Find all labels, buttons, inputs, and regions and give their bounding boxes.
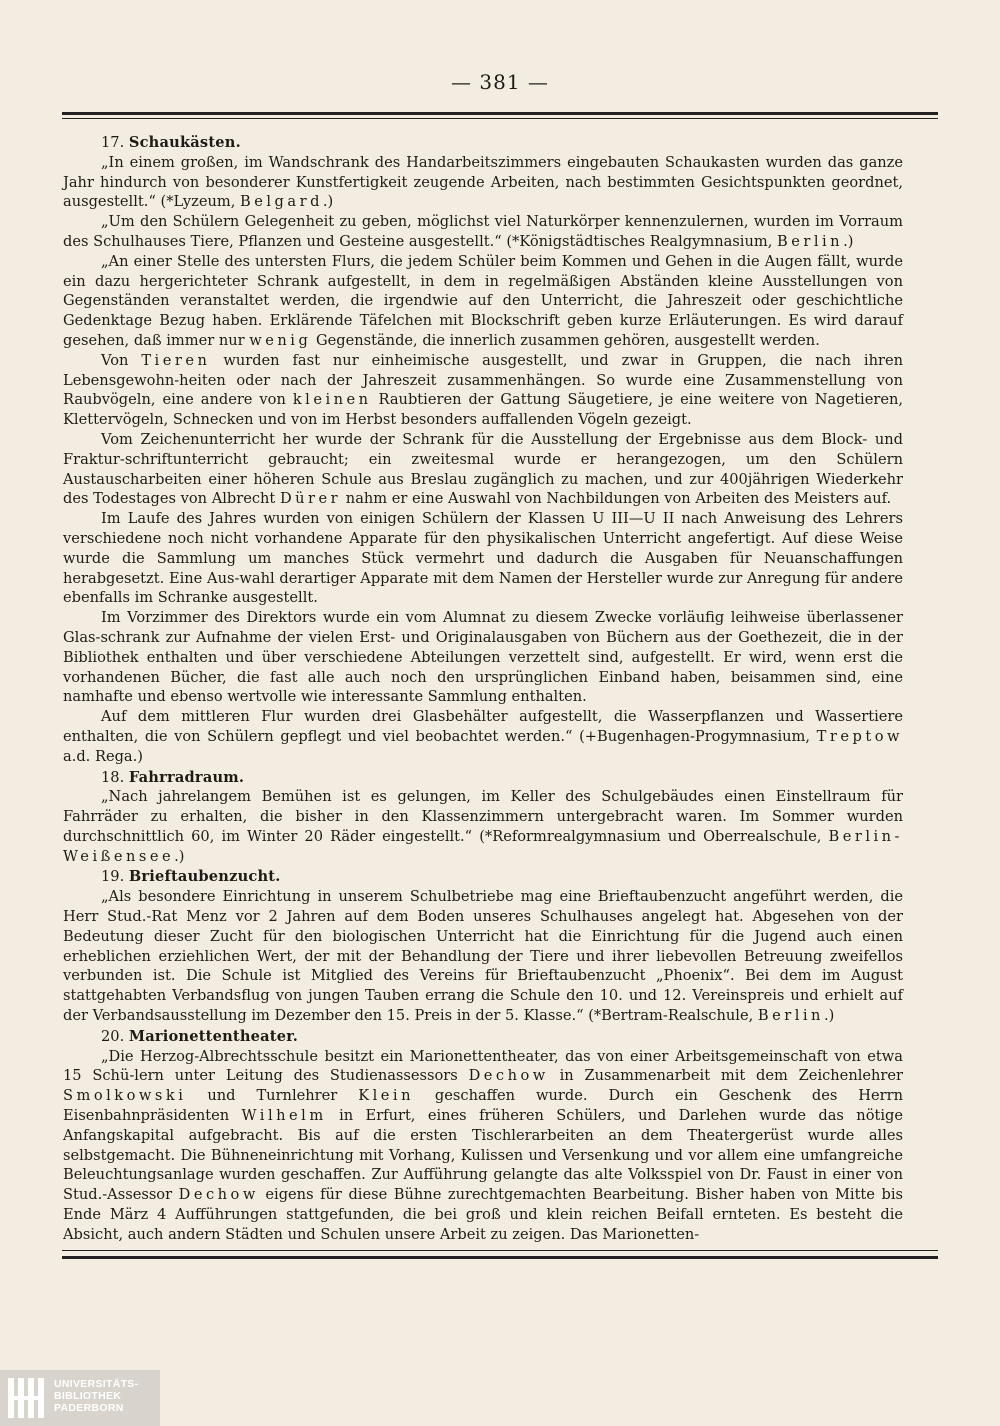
library-emblem-icon: [6, 1376, 46, 1420]
text-run: Im Laufe des Jahres wurden von einigen Schülern der Klassen U III—U II nach Anweisung des Lehrers verschiedene noch nicht vorhandene Apparate für den physikalischen Unterricht angefertigt. Auf diese Weise wurde die Sammlung um manches Stück vermehrt und dadurch die Ausgaben für Neuanschaffungen herabgesetzt. Eine Aus-wahl derartiger Apparate mit dem Namen der Hersteller wurde zur Anregung für andere ebenfalls im Schranke ausgestellt.: [63, 510, 903, 607]
page-body: [63, 132, 903, 1245]
text-run: „Als besondere Einrichtung in unserem Schulbetriebe mag eine Brieftaubenzucht angeführt werden, die Herr Stud.-Rat Menz vor 2 Jahren auf dem Boden unseres Schulhauses angelegt hat. Abgesehen von der Bedeutung dieser Zucht für den biologischen Unterricht hat die Einrichtung für die Jugend auch einen erheblichen erziehlichen Wert, der mit der Behandlung der Tiere und ihrer liebevollen Betreuung zweifellos verbunden ist. Die Schule ist Mitglied des Vereins für Brieftaubenzucht „Phoenix“. Bei dem im August stattgehabten Verbandsflug von jungen Tauben errang die Schule den 10. und 12. Vereinspreis und erhielt auf der Verbandsausstellung im Dezember den 15. Preis in der 5. Klasse.“ (*Bertram-Realschule,: [63, 888, 903, 1025]
page-number: — 381 —: [451, 70, 549, 94]
section-heading: [63, 867, 903, 887]
section-title: Marionettentheater.: [128, 1027, 299, 1045]
library-name-line-2: BIBLIOTHEK: [54, 1390, 122, 1402]
section-number: 19.: [101, 868, 125, 886]
spaced-name: kleinen: [292, 391, 372, 409]
library-logo: [0, 1370, 160, 1426]
text-run: „In einem großen, im Wandschrank des Handarbeitszimmers eingebauten Schaukasten wurden das ganze Jahr hindurch von besonderer Kunstfertigkeit zeugende Arbeiten, nach bestimmten Gesichtspunkten geordnet, ausgestellt.“ (*Lyzeum,: [63, 153, 903, 211]
bottom-rule-thick: [62, 1256, 938, 1259]
text-run: Auf dem mittleren Flur wurden drei Glasbehälter aufgestellt, die Wasserpflanzen und Wassertiere enthalten, die von Schülern gepflegt und viel beobachtet werden.“ (+Bugenhagen-Progymnasium,: [63, 708, 903, 745]
paragraph: [63, 430, 903, 509]
paragraph: [63, 351, 903, 430]
library-name: [54, 1378, 138, 1414]
text-run: nahm er eine Auswahl von Nachbildungen von Arbeiten des Meisters auf.: [341, 490, 892, 508]
spaced-name: Belgard: [240, 193, 323, 211]
spaced-name: Klein: [358, 1087, 414, 1105]
text-run: in Erfurt, eines früheren Schülers, und Darlehen wurde das nötige Anfangskapital aufgebracht. Bis auf die ersten Tischlerarbeiten an dem Theatergerüst wurde alles selbstgemacht. Die Bühneneinrichtung mit Vorhang, Kulissen und Versenkung und vor allem eine umfangreiche Beleuchtungsanlage wurden geschaffen. Zur Aufführung gelangte das alte Volksspiel von Dr. Faust in einer von Stud.-Assessor: [63, 1107, 903, 1204]
bottom-rule-thin: [62, 1250, 938, 1251]
text-run: in Zusammenarbeit mit dem Zeichenlehrer: [548, 1067, 904, 1085]
text-run: .): [843, 232, 854, 250]
text-run: Raubtieren der Gattung Säugetiere, je eine weitere von Nagetieren, Klettervögeln, Schnecken und von im Herbst besonders auffallenden Vögeln gezeigt.: [63, 391, 903, 429]
paragraph: [63, 707, 903, 766]
text-run: „Nach jahrelangem Bemühen ist es gelungen, im Keller des Schulgebäudes einen Einstellraum für Fahrräder zu erhalten, die bisher in den Klassenzimmern untergebracht waren. Im Sommer wurden durchschnittlich 60, im Winter 20 Räder eingestellt.“ (*Reformrealgymnasium und Oberrealschule,: [63, 788, 903, 845]
section-heading: [63, 1027, 903, 1047]
paragraph: [63, 787, 903, 866]
spaced-name: Tieren: [141, 351, 211, 369]
spaced-name: Smolkowski: [63, 1087, 187, 1105]
spaced-name: Treptow: [816, 727, 903, 745]
section-title: Fahrradraum.: [128, 768, 245, 786]
text-run: Im Vorzimmer des Direktors wurde ein vom Alumnat zu diesem Zwecke vorläufig leihweise überlassener Glas-schrank zur Aufnahme der vielen Erst- und Originalausgaben von Büchern aus der Goethezeit, die in der Bibliothek enthalten und über verschiedene Abteilungen verzettelt sind, aufgestellt. Er wird, wenn erst die vorhandenen Bücher, die fast alle auch noch den ursprünglichen Einband haben, beisammen sind, eine namhafte und ebenso wertvolle wie interessante Sammlung enthalten.: [63, 609, 903, 706]
section-title: Schaukästen.: [128, 134, 241, 151]
text-run: geschaffen wurde. Durch ein Geschenk des Herrn Eisenbahnpräsidenten: [63, 1087, 903, 1125]
paragraph: [63, 887, 903, 1026]
section-number: 18.: [101, 768, 125, 786]
spaced-name: Berlin: [757, 1007, 824, 1025]
paragraph: [63, 212, 903, 252]
paragraph: [63, 509, 903, 608]
text-run: „An einer Stelle des untersten Flurs, die jedem Schüler beim Kommen und Gehen in die Augen fällt, wurde ein dazu hergerichteter Schrank aufgestellt, in dem in regelmäßigen Abständen kleine Ausstellungen von Gegenständen veranstaltet werden, die irgendwie auf den Unterricht, die Jahreszeit oder geschichtliche Gedenktage Bezug haben. Erklärende Täfelchen mit Blockschrift geben kurze Erläuterungen. Es wird darauf gesehen, daß immer nur: [63, 252, 903, 349]
paragraph: [63, 252, 903, 351]
spaced-name: Dechow: [178, 1186, 259, 1204]
text-run: Von: [101, 351, 142, 369]
section-heading: [63, 133, 903, 153]
section-number: 20.: [101, 1027, 125, 1045]
top-rule-thick: [62, 112, 938, 115]
spaced-name: Dechow: [468, 1067, 549, 1085]
spaced-name: Wilhelm: [241, 1107, 327, 1125]
text-run: eigens für diese Bühne zurechtgemachten Bearbeitung. Bisher haben von Mitte bis Ende März 4 Aufführungen stattgefunden, die bei groß und klein reichen Beifall ernteten. Es besteht die Absicht, auch andern Städten und Schulen unsere Arbeit zu zeigen. Das Marionetten-: [63, 1186, 903, 1243]
library-name-line-3: PADERBORN: [54, 1402, 124, 1414]
spaced-name: Berlin-Weißensee: [63, 827, 903, 865]
text-run: wurden fast nur einheimische ausgestellt, und zwar in Gruppen, die nach ihren Lebensgewohn-heiten oder nach der Jahreszeit zusammenhängen. So wurde eine Zusammenstellung von Raubvögeln, eine andere von: [63, 351, 903, 409]
library-name-line-1: UNIVERSITÄTS-: [54, 1378, 139, 1390]
top-rule-thin: [62, 118, 938, 119]
text-run: .): [823, 1007, 835, 1025]
section-number: 17.: [101, 134, 125, 151]
spaced-name: Dürer: [279, 490, 342, 508]
text-run: Vom Zeichenunterricht her wurde der Schrank für die Ausstellung der Ergebnisse aus dem Block- und Fraktur-schriftunterricht gebraucht; ein zweitesmal wurde er herangezogen, um den Schülern Austauscharbeiten einer höheren Schule aus Breslau zugänglich zu machen, und zur 400jährigen Wiederkehr des Todestages von Albrecht: [63, 430, 903, 508]
text-run: .): [174, 847, 185, 865]
text-run: und Turnlehrer: [186, 1087, 359, 1105]
text-run: .): [322, 193, 334, 211]
paragraph: [63, 608, 903, 707]
text-run: „Die Herzog-Albrechtsschule besitzt ein Marionettentheater, das von einer Arbeitsgemeinschaft von etwa 15 Schü-lern unter Leitung des Studienassessors: [63, 1047, 903, 1085]
spaced-name: wenig: [249, 331, 312, 349]
section-title: Brieftaubenzucht.: [128, 868, 281, 886]
spaced-name: Berlin: [776, 232, 844, 250]
section-heading: [63, 768, 903, 788]
paragraph: [63, 1047, 903, 1245]
text-run: „Um den Schülern Gelegenheit zu geben, möglichst viel Naturkörper kennenzulernen, wurden im Vorraum des Schulhauses Tiere, Pflanzen und Gesteine ausgestellt.“ (*Königstädtisches Realgymnasium,: [63, 213, 903, 250]
paragraph: [63, 153, 903, 212]
text-run: Gegenstände, die innerlich zusammen gehören, ausgestellt werden.: [311, 331, 820, 349]
text-run: a.d. Rega.): [63, 747, 143, 765]
